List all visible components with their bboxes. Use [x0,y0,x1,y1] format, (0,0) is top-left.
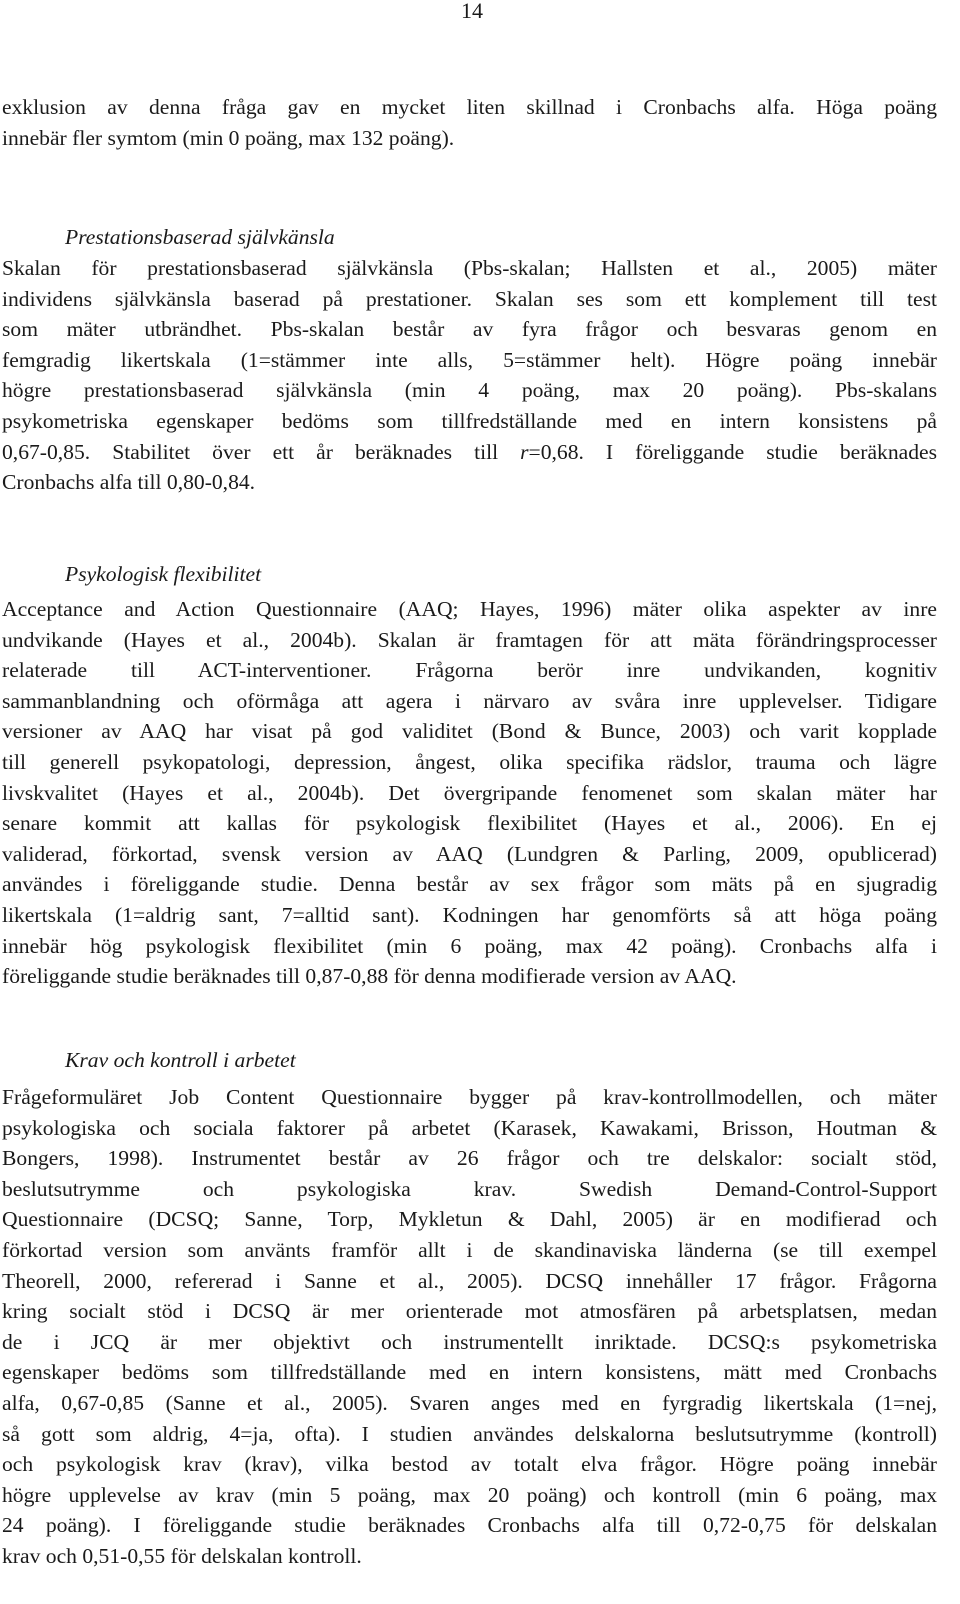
text-line: likertskala (1=aldrig sant, 7=alltid sant). Kodningen har genomförts så att höga poäng [2,902,937,927]
text-line: som mäter utbrändhet. Pbs-skalan består av fyra frågor och besvaras genom en [2,317,937,342]
text-line: validerad, förkortad, svensk version av AAQ (Lundgren & Parling, 2009, opublicerad) [2,841,937,866]
text-line: innebär fler symtom (min 0 poäng, max 132 poäng). [2,125,455,150]
section-heading-krav-och-kontroll: Krav och kontroll i arbetet [65,1048,296,1072]
text-line: krav och 0,51-0,55 för delskalan kontroll. [2,1543,362,1568]
italic-r: r [520,439,529,464]
text-line: egenskaper bedöms som tillfredställande med en intern konsistens, mätt med Cronbachs [2,1360,937,1385]
text-line [2,437,937,468]
text-line: individens självkänsla baserad på prestationer. Skalan ses som ett komplement till test [2,286,937,311]
text-line: psykometriska egenskaper bedöms som tillfredställande med en intern konsistens på [2,408,937,433]
text-line: undvikande (Hayes et al., 2004b). Skalan är framtagen för att mäta förändringsprocesser [2,627,937,652]
section-heading-prestationsbaserad: Prestationsbaserad självkänsla [65,225,335,249]
text-line: kring socialt stöd i DCSQ är mer orienterade mot atmosfären på arbetsplatsen, medan [2,1299,937,1324]
text-segment: =0,68. I föreliggande studie beräknades [528,439,938,464]
text-line: och psykologisk krav (krav), vilka bestod av totalt elva frågor. Högre poäng innebär [2,1452,937,1477]
text-line: föreliggande studie beräknades till 0,87-0,88 för denna modifierade version av AAQ. [2,964,737,989]
text-line: innebär hög psykologisk flexibilitet (min 6 poäng, max 42 poäng). Cronbachs alfa i [2,933,937,958]
section-paragraph-prestationsbaserad [2,253,937,498]
text-line: användes i föreliggande studie. Denna består av sex frågor som mäts på en sjugradig [2,872,937,897]
text-line: de i JCQ är mer objektivt och instrumentellt inriktade. DCSQ:s psykometriska [2,1329,937,1354]
text-line: livskvalitet (Hayes et al., 2004b). Det övergripande fenomenet som skalan mäter har [2,780,937,805]
text-line: sammanblandning och oförmåga att agera i närvaro av svåra inre upplevelser. Tidigare [2,688,937,713]
text-segment: 0,67-0,85. Stabilitet över ett år beräknades till [2,439,521,464]
intro-paragraph [2,92,937,153]
text-line: exklusion av denna fråga gav en mycket liten skillnad i Cronbachs alfa. Höga poäng [2,95,937,119]
text-line: Frågeformuläret Job Content Questionnaire bygger på krav-kontrollmodellen, och mäter [2,1085,937,1109]
text-line: högre upplevelse av krav (min 5 poäng, max 20 poäng) och kontroll (min 6 poäng, max [2,1482,937,1507]
text-line: beslutsutrymme och psykologiska krav. Swedish Demand-Control-Support [2,1176,937,1201]
text-line: Cronbachs alfa till 0,80-0,84. [2,470,256,495]
text-line: 24 poäng). I föreliggande studie beräknades Cronbachs alfa till 0,72-0,75 för delskalan [2,1513,937,1538]
section-paragraph-psykologisk-flexibilitet [2,594,937,992]
page-number: 14 [461,0,483,23]
text-line: Acceptance and Action Questionnaire (AAQ; Hayes, 1996) mäter olika aspekter av inre [2,597,937,621]
text-line: förkortad version som använts framför allt i de skandinaviska länderna (se till exempel [2,1237,937,1262]
text-line: Questionnaire (DCSQ; Sanne, Torp, Mykletun & Dahl, 2005) är en modifierad och [2,1207,937,1232]
text-line: högre prestationsbaserad självkänsla (min 4 poäng, max 20 poäng). Pbs-skalans [2,378,937,403]
text-line: psykologiska och sociala faktorer på arbetet (Karasek, Kawakami, Brisson, Houtman & [2,1115,937,1140]
text-line: så gott som aldrig, 4=ja, ofta). I studien användes delskalorna beslutsutrymme (kontroll) [2,1421,937,1446]
section-paragraph-krav-och-kontroll [2,1082,937,1572]
text-line: relaterade till ACT-interventioner. Frågorna berör inre undvikanden, kognitiv [2,658,937,683]
text-line: Bongers, 1998). Instrumentet består av 26 frågor och tre delskalor: socialt stöd, [2,1146,937,1171]
text-line: till generell psykopatologi, depression, ångest, olika specifika rädslor, trauma och lägre [2,749,937,774]
section-heading-psykologisk-flexibilitet: Psykologisk flexibilitet [65,562,262,586]
text-line: versioner av AAQ har visat på god validitet (Bond & Bunce, 2003) och varit kopplade [2,719,937,744]
text-line: femgradig likertskala (1=stämmer inte alls, 5=stämmer helt). Högre poäng innebär [2,347,937,372]
text-line: alfa, 0,67-0,85 (Sanne et al., 2005). Svaren anges med en fyrgradig likertskala (1=nej, [2,1390,937,1415]
text-line: Theorell, 2000, refererad i Sanne et al., 2005). DCSQ innehåller 17 frågor. Frågorna [2,1268,937,1293]
text-line: Skalan för prestationsbaserad självkänsla (Pbs-skalan; Hallsten et al., 2005) mäter [2,256,937,280]
text-line: senare kommit att kallas för psykologisk flexibilitet (Hayes et al., 2006). En ej [2,811,937,836]
